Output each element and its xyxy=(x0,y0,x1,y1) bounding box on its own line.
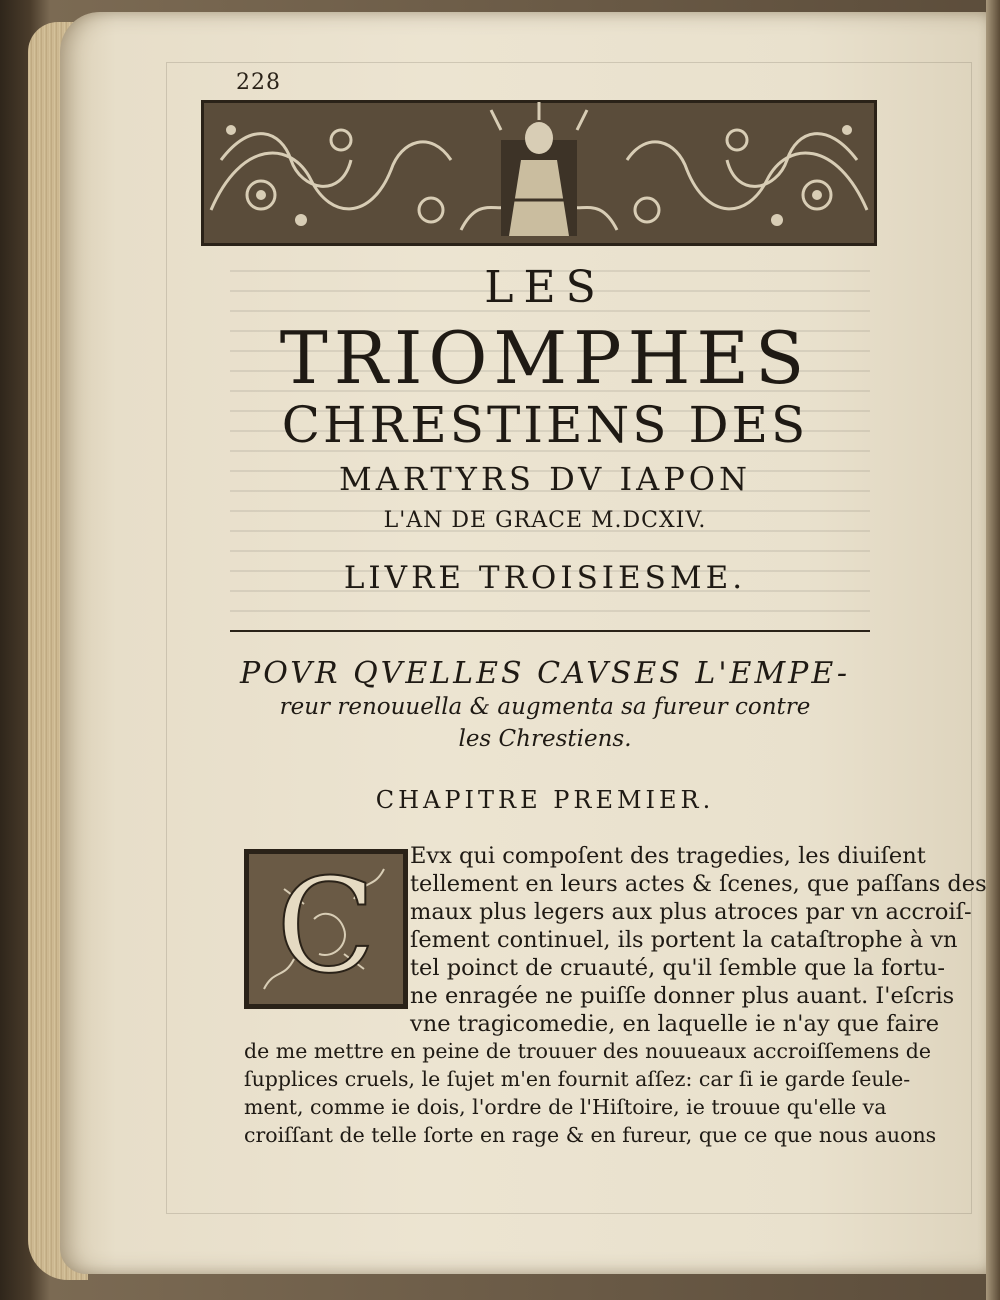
body-line: ſement continuel, ils portent la cataſtrophe à vn xyxy=(410,927,958,953)
book-number: LIVRE TROISIESME. xyxy=(343,560,747,596)
chapter-heading-line3: les Chrestiens. xyxy=(458,726,632,752)
title-les: LES xyxy=(484,262,606,313)
body-line: ne enragée ne puiſſe donner plus auant. I'eſcris xyxy=(410,983,955,1009)
page-number: 228 xyxy=(236,70,281,95)
body-line: ſupplices cruels, le ſujet m'en fournit aſſez: car ſi ie garde ſeule- xyxy=(244,1067,911,1091)
decorated-initial xyxy=(244,849,408,1009)
body-line: maux plus legers aux plus atroces par vn accroiſ- xyxy=(410,899,972,925)
horizontal-rule xyxy=(230,630,870,632)
title-triomphes: TRIOMPHES xyxy=(279,316,811,400)
chapter-label: CHAPITRE PREMIER. xyxy=(375,786,715,814)
body-line: Evx qui compoſent des tragedies, les diuiſent xyxy=(410,843,926,869)
title-year: L'AN DE GRACE M.DCXIV. xyxy=(383,508,707,533)
body-line: tel poinct de cruauté, qu'il ſemble que la fortu- xyxy=(410,955,945,981)
body-line: tellement en leurs actes & ſcenes, que paſſans des xyxy=(410,871,987,897)
facing-page-edge xyxy=(986,0,1000,1300)
title-martyrs: MARTYRS DV IAPON xyxy=(339,460,751,498)
body-line: croiſſant de telle ſorte en rage & en fureur, que ce que nous auons xyxy=(244,1123,937,1147)
body-line: ment, comme ie dois, l'ordre de l'Hiſtoire, ie trouue qu'elle va xyxy=(244,1095,887,1119)
body-line: de me mettre en peine de trouuer des nouueaux accroiſſemens de xyxy=(244,1039,932,1063)
drop-cap-letter: C xyxy=(276,850,376,1002)
chapter-heading-line1: POVR QVELLES CAVSES L'EMPE- xyxy=(240,656,850,691)
ornamental-headpiece xyxy=(201,100,877,246)
title-chrestiens-des: CHRESTIENS DES xyxy=(281,396,809,454)
body-line: vne tragicomedie, en laquelle ie n'ay que faire xyxy=(410,1011,940,1037)
chapter-heading-line2: reur renouuella & augmenta sa fureur contre xyxy=(279,694,811,720)
